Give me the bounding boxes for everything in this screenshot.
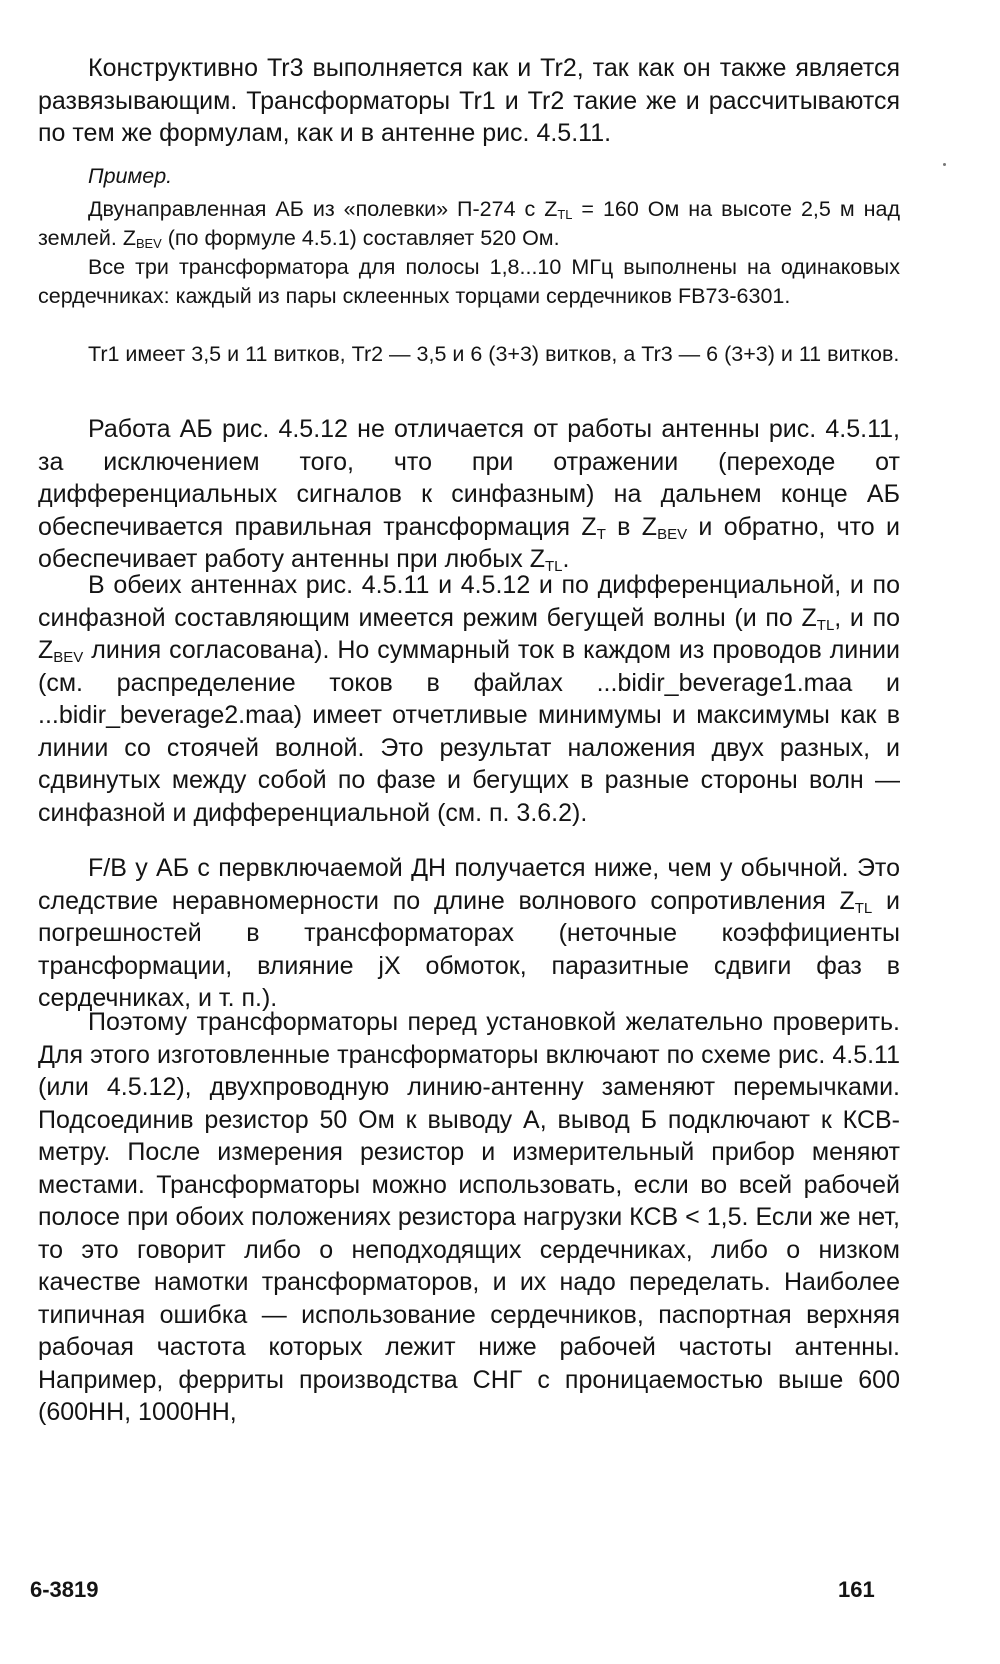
example-paragraph-1: Двунаправленная АБ из «полевки» П-274 с $Z_{TL} = 160$ Ом на высоте 2,5 м над землей. $Z_{BEV}$ (по формуле 4.5.1) составляет 520 Ом. (38, 197, 900, 251)
print-code: 6-3819 (30, 1577, 99, 1602)
example-paragraph-3: Tr1 имеет 3,5 и 11 витков, Tr2 — 3,5 и 6 (3+3) витков, а Tr3 — 6 (3+3) и 11 витков. (88, 342, 900, 366)
paragraph-operation: Работа АБ рис. 4.5.12 не отличается от работы антенны рис. 4.5.11, за исключением того, что при отражении (переходе от дифференциальных сигналов к синфазным) на дальнем конце АБ обеспечивается правильная трансформация $Z_T$ в $Z_{BEV}$ и обратно, что и обеспечивает работу антенны при любых $Z_{TL}$. (38, 415, 900, 575)
example-paragraph-2: Все три трансформатора для полосы 1,8...10 МГц выполнены на одинаковых сердечниках: каждый из пары склеенных торцами сердечников FB73-6301. (38, 255, 900, 308)
scan-speck (943, 163, 946, 166)
paragraph-intro: Конструктивно Tr3 выполняется как и Tr2, так как он также является развязывающим. Трансформаторы Tr1 и Tr2 такие же и рассчитываются по тем же формулам, как и в антенне рис. 4.5.11. (38, 54, 900, 147)
paragraph-front-back: F/B у АБ с первключаемой ДН получается ниже, чем у обычной. Это следствие неравномерности по длине волнового сопротивления $Z_{TL}$ и погрешностей в трансформаторах (неточные коэффициенты трансформации, влияние jX обмоток, паразитные сдвиги фаз в сердечниках, и т. п.). (38, 854, 900, 1012)
paragraph-traveling-wave: В обеих антеннах рис. 4.5.11 и 4.5.12 и по дифференциальной, и по синфазной составляющим имеется режим бегущей волны (и по $Z_{TL}$, и по $Z_{BEV}$ линия согласована). Но суммарный ток в каждом из проводов линии (см. распределение токов в файлах ...bidir_beverage1.maa и ...bidir_beverage2.maa) имеет отчетливые минимумы и максимумы как в линии со стоячей волной. Это результат наложения двух разных, и сдвинутых между собой по фазе и бегущих в разные стороны волн — синфазной и дифференциальной (см. п. 3.6.2). (38, 571, 901, 827)
example-label: Пример. (88, 164, 173, 188)
page-number: 161 (838, 1577, 875, 1602)
paragraph-transformer-check: Поэтому трансформаторы перед установкой желательно проверить. Для этого изготовленные трансформаторы включают по схеме рис. 4.5.11 (или 4.5.12), двухпроводную линию-антенну заменяют перемычками. Подсоединив резистор 50 Ом к выводу А, вывод Б подключают к КСВ-метру. После измерения резистор и измерительный прибор меняют местами. Трансформаторы можно использовать, если во всей рабочей полосе при обоих положениях резистора нагрузки КСВ < 1,5. Если же нет, то это говорит либо о неподходящих сердечниках, либо о низком качестве намотки трансформаторов, и их надо переделать. Наиболее типичная ошибка — использование сердечников, паспортная верхняя рабочая частота которых лежит ниже рабочей частоты антенны. Например, ферриты производства СНГ с проницаемостью выше 600 (600НН, 1000НН, (38, 1008, 900, 1426)
